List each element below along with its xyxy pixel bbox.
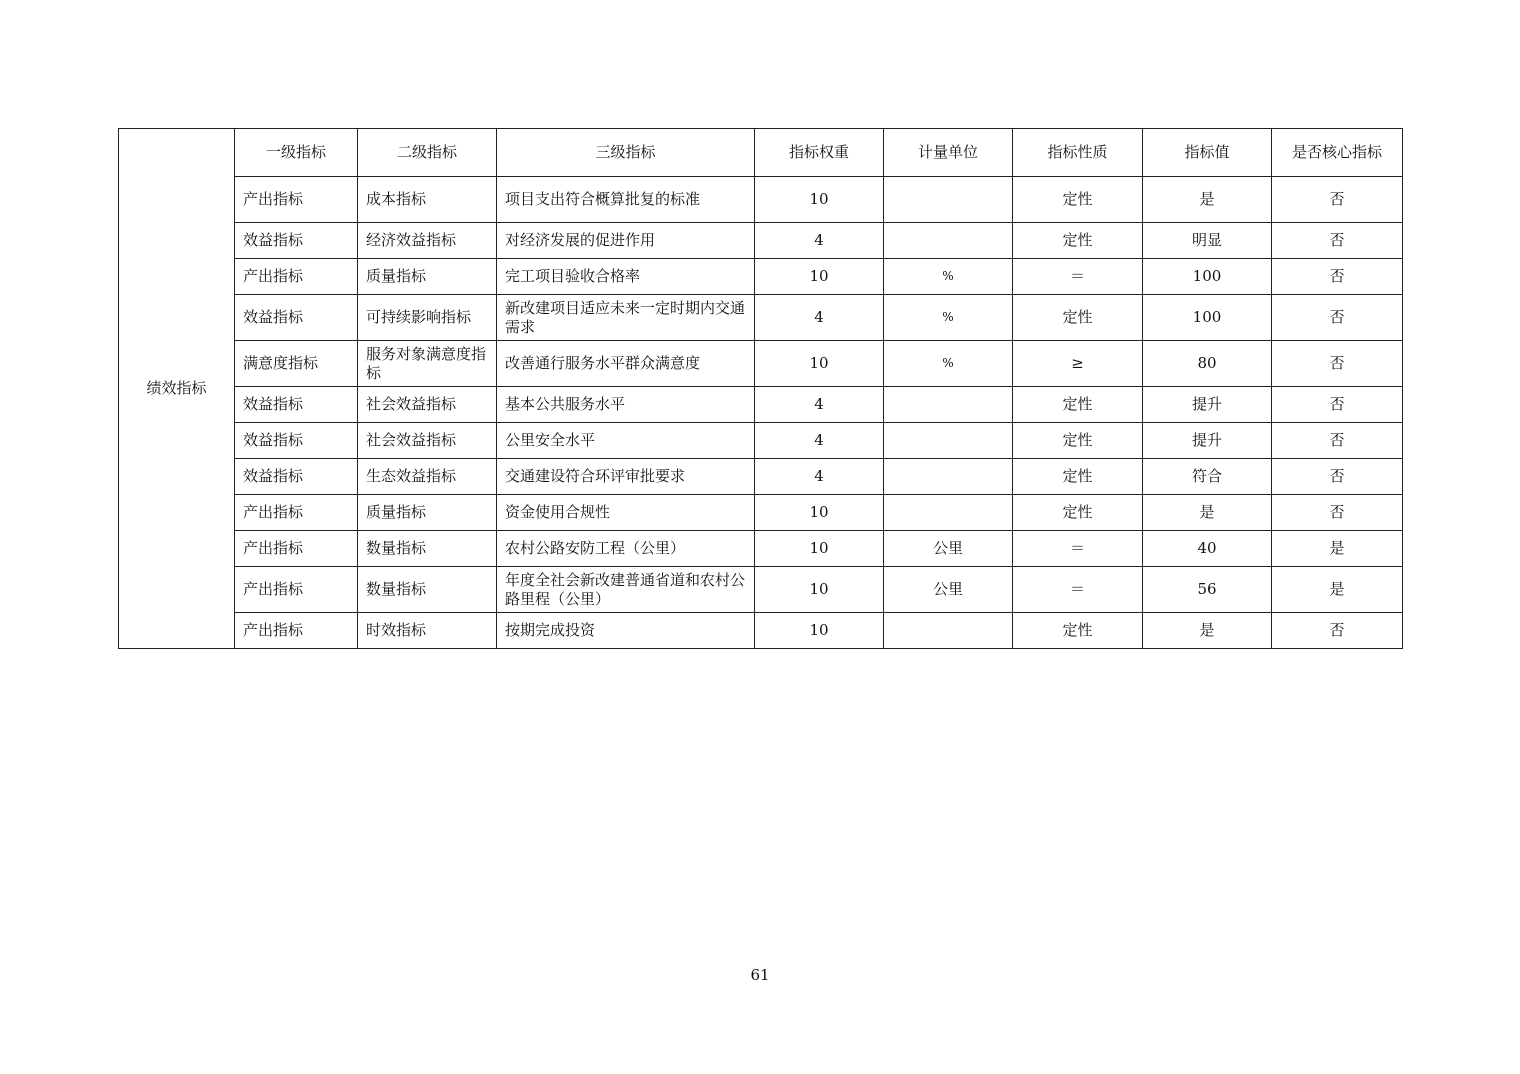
cell-level2: 质量指标 (358, 259, 497, 295)
cell-core: 是 (1272, 567, 1403, 613)
cell-core: 否 (1272, 341, 1403, 387)
cell-level2: 时效指标 (358, 613, 497, 649)
cell-level1: 效益指标 (235, 459, 358, 495)
cell-nature: 定性 (1013, 387, 1143, 423)
cell-level3: 按期完成投资 (497, 613, 755, 649)
cell-level2: 质量指标 (358, 495, 497, 531)
table-row (119, 531, 1403, 567)
cell-nature: 定性 (1013, 613, 1143, 649)
table-row (119, 177, 1403, 223)
cell-weight: 4 (755, 423, 884, 459)
cell-level3: 完工项目验收合格率 (497, 259, 755, 295)
cell-level3: 公里安全水平 (497, 423, 755, 459)
cell-unit (884, 177, 1013, 223)
cell-level1: 产出指标 (235, 531, 358, 567)
cell-unit: % (884, 341, 1013, 387)
cell-unit (884, 387, 1013, 423)
cell-level2: 成本指标 (358, 177, 497, 223)
cell-value: 56 (1143, 567, 1272, 613)
cell-value: 是 (1143, 177, 1272, 223)
cell-weight: 4 (755, 295, 884, 341)
table-row (119, 613, 1403, 649)
cell-level1: 产出指标 (235, 177, 358, 223)
column-header-core: 是否核心指标 (1272, 129, 1403, 177)
table-row (119, 423, 1403, 459)
cell-weight: 4 (755, 459, 884, 495)
table-row (119, 341, 1403, 387)
cell-core: 否 (1272, 295, 1403, 341)
cell-level1: 产出指标 (235, 495, 358, 531)
cell-unit (884, 613, 1013, 649)
cell-nature: 定性 (1013, 459, 1143, 495)
cell-value: 40 (1143, 531, 1272, 567)
table-row (119, 223, 1403, 259)
cell-core: 否 (1272, 387, 1403, 423)
cell-level3: 基本公共服务水平 (497, 387, 755, 423)
row-group-header: 绩效指标 (119, 129, 235, 649)
cell-weight: 4 (755, 223, 884, 259)
cell-value: 提升 (1143, 387, 1272, 423)
cell-value: 100 (1143, 259, 1272, 295)
cell-level1: 效益指标 (235, 387, 358, 423)
cell-unit: 公里 (884, 531, 1013, 567)
cell-level1: 效益指标 (235, 295, 358, 341)
cell-level3: 对经济发展的促进作用 (497, 223, 755, 259)
cell-value: 100 (1143, 295, 1272, 341)
cell-nature: 定性 (1013, 423, 1143, 459)
table-row (119, 567, 1403, 613)
cell-nature: ＝ (1013, 567, 1143, 613)
cell-unit: % (884, 259, 1013, 295)
cell-value: 符合 (1143, 459, 1272, 495)
column-header-unit: 计量单位 (884, 129, 1013, 177)
column-header-level1: 一级指标 (235, 129, 358, 177)
cell-level2: 社会效益指标 (358, 387, 497, 423)
cell-core: 否 (1272, 177, 1403, 223)
cell-value: 80 (1143, 341, 1272, 387)
cell-core: 否 (1272, 423, 1403, 459)
cell-unit (884, 459, 1013, 495)
cell-nature: 定性 (1013, 223, 1143, 259)
column-header-value: 指标值 (1143, 129, 1272, 177)
cell-core: 否 (1272, 459, 1403, 495)
cell-nature: ＝ (1013, 531, 1143, 567)
column-header-nature: 指标性质 (1013, 129, 1143, 177)
cell-core: 否 (1272, 613, 1403, 649)
cell-level2: 服务对象满意度指标 (358, 341, 497, 387)
cell-weight: 10 (755, 495, 884, 531)
cell-unit (884, 423, 1013, 459)
cell-value: 明显 (1143, 223, 1272, 259)
cell-level3: 项目支出符合概算批复的标准 (497, 177, 755, 223)
table-row (119, 387, 1403, 423)
cell-level1: 满意度指标 (235, 341, 358, 387)
performance-indicator-table (118, 128, 1403, 649)
cell-level2: 数量指标 (358, 567, 497, 613)
cell-value: 提升 (1143, 423, 1272, 459)
column-header-weight: 指标权重 (755, 129, 884, 177)
cell-weight: 10 (755, 567, 884, 613)
table-header-row (119, 129, 1403, 177)
cell-weight: 4 (755, 387, 884, 423)
cell-level3: 年度全社会新改建普通省道和农村公路里程（公里） (497, 567, 755, 613)
cell-unit: 公里 (884, 567, 1013, 613)
column-header-level3: 三级指标 (497, 129, 755, 177)
cell-level3: 资金使用合规性 (497, 495, 755, 531)
cell-nature: 定性 (1013, 295, 1143, 341)
cell-value: 是 (1143, 613, 1272, 649)
cell-level1: 效益指标 (235, 423, 358, 459)
cell-core: 否 (1272, 223, 1403, 259)
cell-level3: 农村公路安防工程（公里） (497, 531, 755, 567)
cell-weight: 10 (755, 613, 884, 649)
cell-level3: 新改建项目适应未来一定时期内交通需求 (497, 295, 755, 341)
cell-core: 是 (1272, 531, 1403, 567)
cell-weight: 10 (755, 531, 884, 567)
cell-unit (884, 223, 1013, 259)
column-header-level2: 二级指标 (358, 129, 497, 177)
cell-level1: 效益指标 (235, 223, 358, 259)
cell-nature: 定性 (1013, 177, 1143, 223)
cell-core: 否 (1272, 495, 1403, 531)
cell-core: 否 (1272, 259, 1403, 295)
cell-nature: 定性 (1013, 495, 1143, 531)
cell-level1: 产出指标 (235, 613, 358, 649)
table-row (119, 295, 1403, 341)
cell-unit: % (884, 295, 1013, 341)
cell-level3: 交通建设符合环评审批要求 (497, 459, 755, 495)
cell-weight: 10 (755, 259, 884, 295)
cell-level1: 产出指标 (235, 567, 358, 613)
cell-level2: 经济效益指标 (358, 223, 497, 259)
cell-level3: 改善通行服务水平群众满意度 (497, 341, 755, 387)
cell-level1: 产出指标 (235, 259, 358, 295)
cell-level2: 可持续影响指标 (358, 295, 497, 341)
cell-level2: 数量指标 (358, 531, 497, 567)
cell-nature: ≥ (1013, 341, 1143, 387)
cell-level2: 生态效益指标 (358, 459, 497, 495)
cell-unit (884, 495, 1013, 531)
page-number: 61 (750, 966, 770, 984)
table-row (119, 259, 1403, 295)
table-row (119, 495, 1403, 531)
table-row (119, 459, 1403, 495)
cell-nature: ＝ (1013, 259, 1143, 295)
cell-weight: 10 (755, 177, 884, 223)
cell-value: 是 (1143, 495, 1272, 531)
cell-level2: 社会效益指标 (358, 423, 497, 459)
cell-weight: 10 (755, 341, 884, 387)
